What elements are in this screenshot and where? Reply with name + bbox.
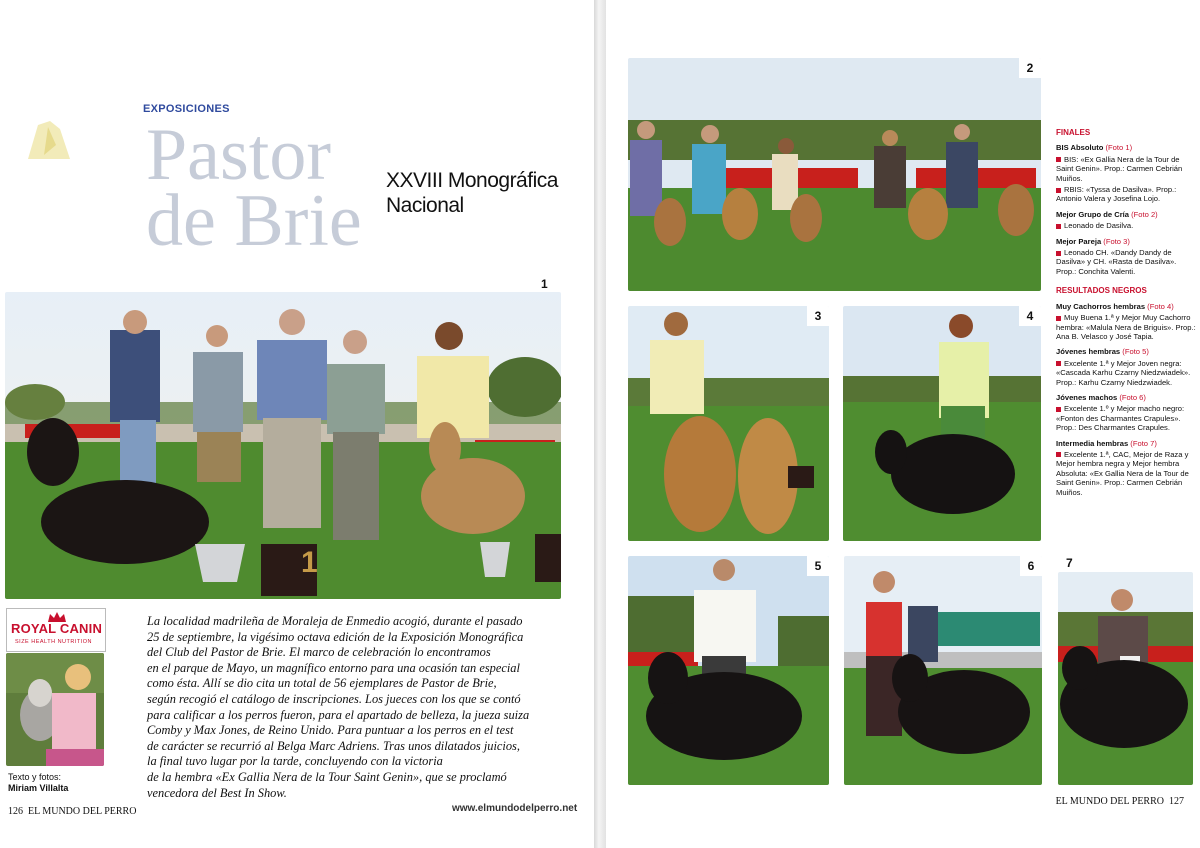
photo-number: 2 xyxy=(1019,58,1041,78)
photo-5-junior-female xyxy=(628,556,829,785)
results-sidebar xyxy=(1056,124,1196,497)
article-line: de carácter se recurrió al Belga Marc Adriens. Tras unos dilatados juicios, xyxy=(147,738,520,753)
article-line: como ésta. Allí se dio cita un total de 56 ejemplares de Pastor de Brie, xyxy=(147,676,497,691)
bullet-icon xyxy=(1056,188,1061,193)
photo-4-puppy-female xyxy=(843,306,1041,541)
photo-credit: Texto y fotos: Miriam Villalta xyxy=(8,772,69,793)
result-category: BIS Absoluto (Foto 1) xyxy=(1056,143,1133,153)
article-line: según recogió el catálogo de inscripciones. Los jueces con los que se contó xyxy=(147,691,521,706)
result-category: Jóvenes hembras (Foto 5) xyxy=(1056,347,1149,357)
photo-number: 4 xyxy=(1019,306,1041,326)
bullet-icon xyxy=(1056,251,1061,256)
magazine-logo-icon xyxy=(20,115,76,165)
result-entry: RBIS: «Tyssa de Dasilva». Prop.: Antonio Valera y Josefina Lojo. xyxy=(1056,185,1177,204)
result-category: Muy Cachorros hembras (Foto 4) xyxy=(1056,301,1174,311)
result-entry: Excelente 1.ª, CAC, Mejor de Raza y Mejor hembra negra y Mejor hembra Absoluta: «Ex Gallia Nera de la Tour de Saint Genin». Prop.: Carmen Cebrián Muiños. xyxy=(1056,449,1189,497)
result-entry: Excelente 1.º y Mejor macho negro: «Fonton des Charmantes Crapules». Prop.: Des Charmantes Crapules. xyxy=(1056,404,1185,433)
page-subtitle: XXVIII Monográfica Nacional xyxy=(386,169,558,217)
page-title: Pastor de Brie xyxy=(146,114,362,262)
left-page xyxy=(0,0,594,848)
article-line: Comby y Max Jones, de Reino Unido. Para puntuar a los perros en el test xyxy=(147,723,514,738)
photo-3-best-pair xyxy=(628,306,829,541)
sponsor-tagline: SIZE HEALTH NUTRITION xyxy=(15,639,93,645)
result-category: Mejor Grupo de Cría (Foto 2) xyxy=(1056,209,1158,219)
article-line: La localidad madrileña de Moraleja de Enmedio acogió, durante el pasado xyxy=(147,614,523,628)
article-line: en el parque de Mayo, un magnífico entorno para una ocasión tan especial xyxy=(147,660,520,675)
results-heading-negros: RESULTADOS NEGROS xyxy=(1056,286,1147,296)
page-folio-right: EL MUNDO DEL PERRO 127 xyxy=(1055,796,1184,807)
photo-1-bis-winners xyxy=(5,292,561,599)
bullet-icon xyxy=(1056,361,1061,366)
result-entry: Excelente 1.ª y Mejor Joven negra: «Cascada Karhu Czarny Niedzwiadek». Prop.: Karhu Czarny Niedzwiadek. xyxy=(1056,358,1191,387)
page-folio-left: 126 EL MUNDO DEL PERRO xyxy=(8,806,137,817)
result-entry: Leonado de Dasilva. xyxy=(1056,221,1196,230)
article-body xyxy=(147,614,567,801)
photo-6-junior-male xyxy=(844,556,1042,785)
bullet-icon xyxy=(1056,157,1061,162)
bullet-icon xyxy=(1056,224,1061,229)
sponsor-name: ROYAL CANIN xyxy=(11,621,103,636)
right-page xyxy=(606,0,1200,848)
article-line: 25 de septiembre, la vigésimo octava edición de la Exposición Monográfica xyxy=(147,629,524,644)
photo-number: 7 xyxy=(1066,556,1073,570)
ring-number: 1 xyxy=(301,546,318,579)
page-gutter xyxy=(594,0,606,848)
results-heading-finales: FINALES xyxy=(1056,128,1091,137)
photo-number: 3 xyxy=(807,306,829,326)
sponsor-logo xyxy=(6,608,106,652)
photo-number: 6 xyxy=(1020,556,1042,576)
photo-2-breeding-group xyxy=(628,58,1041,291)
article-line: la final tuvo lugar por la tarde, concluyendo con la victoria xyxy=(147,754,443,769)
section-label: EXPOSICIONES xyxy=(143,103,230,115)
photo-number: 1 xyxy=(541,277,548,291)
bullet-icon xyxy=(1056,316,1061,321)
result-entry: Muy Buena 1.ª y Mejor Muy Cachorro hembra: «Malula Nera de Briguis». Prop.: Ana B. Velasco y José Tapia. xyxy=(1056,313,1196,341)
bullet-icon xyxy=(1056,452,1061,457)
photo-number: 5 xyxy=(807,556,829,576)
photo-7-intermediate-female xyxy=(1058,572,1193,785)
result-category: Jóvenes machos (Foto 6) xyxy=(1056,392,1146,402)
result-category: Intermedia hembras (Foto 7) xyxy=(1056,438,1157,448)
result-category: Mejor Pareja (Foto 3) xyxy=(1056,236,1130,246)
author-photo xyxy=(6,653,104,766)
article-line: de la hembra «Ex Gallia Nera de la Tour Saint Genin», que se proclamó xyxy=(147,769,507,784)
article-line: del Club del Pastor de Brie. El marco de celebración lo encontramos xyxy=(147,645,491,660)
bullet-icon xyxy=(1056,407,1061,412)
result-entry: Leonado CH. «Dandy Dandy de Dasilva» y CH. «Rasta de Dasilva». Prop.: Conchita Valenti. xyxy=(1056,248,1177,276)
magazine-url: www.elmundodelperro.net xyxy=(452,803,578,814)
article-line: para calificar a los perros fueron, para el apartado de belleza, la jueza suiza xyxy=(147,707,530,722)
result-entry: BIS: «Ex Gallia Nera de la Tour de Saint Genin». Prop.: Carmen Cebrián Muiños. xyxy=(1056,154,1183,183)
article-line: vencedora del Best In Show. xyxy=(147,785,287,800)
